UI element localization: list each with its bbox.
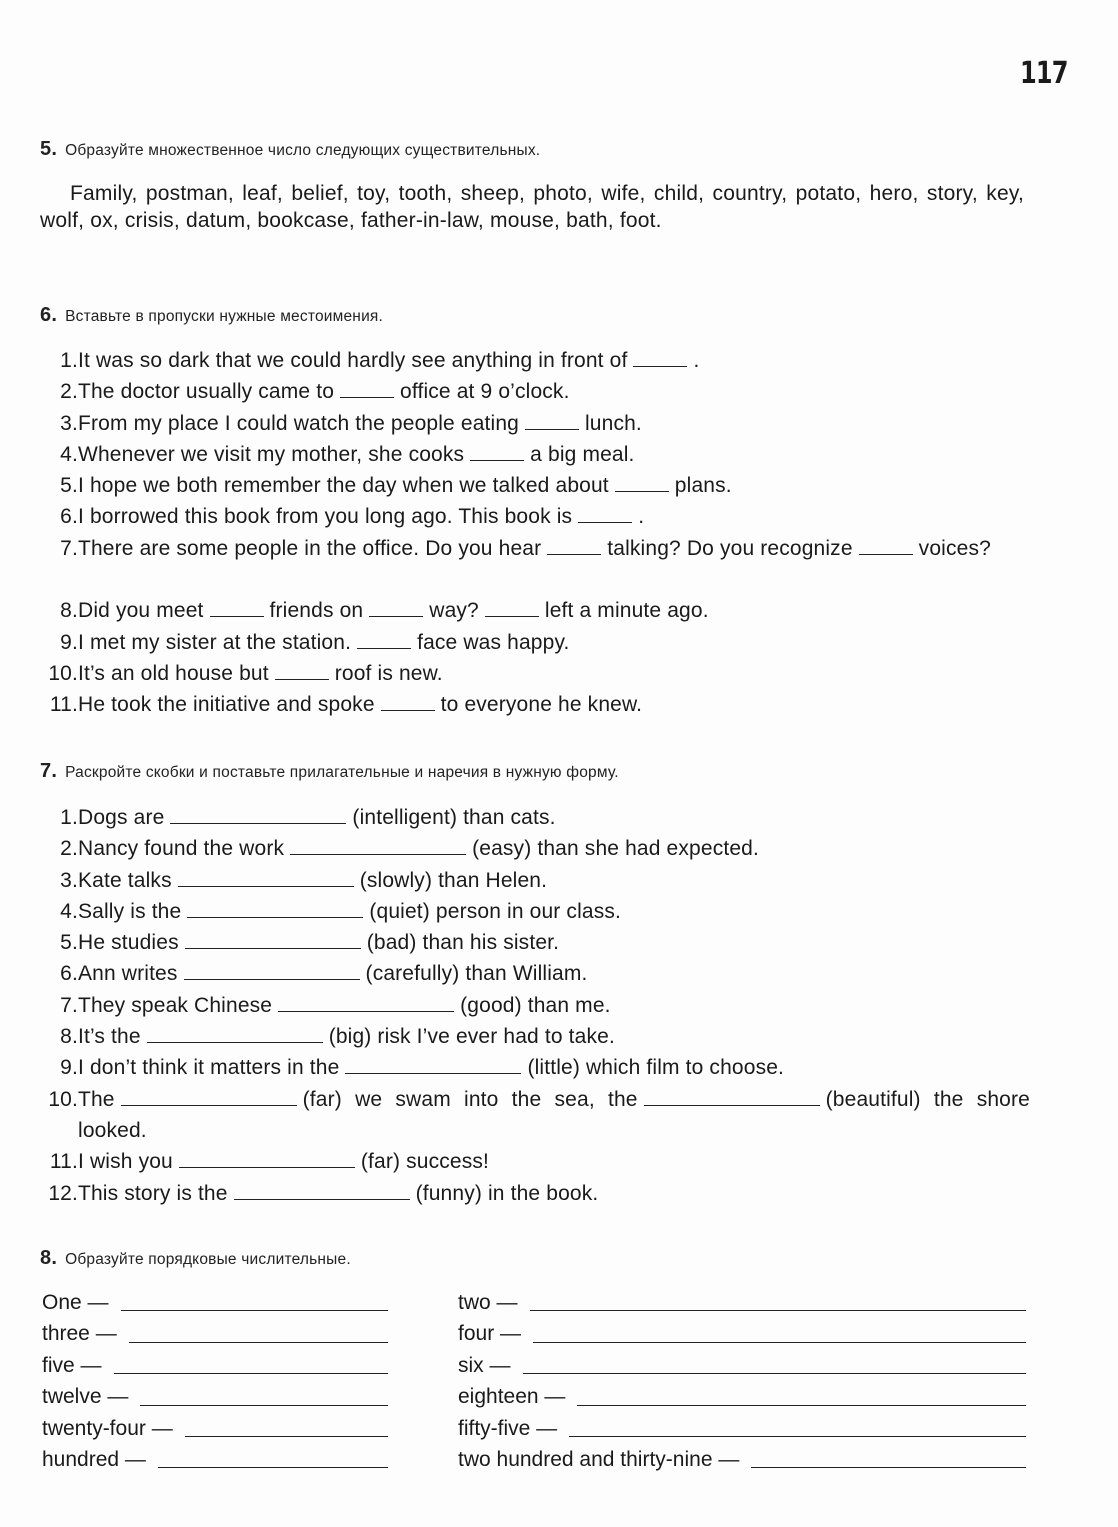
answer-blank[interactable] — [345, 1072, 521, 1074]
item-text — [78, 689, 1030, 720]
exercise-item — [40, 802, 1030, 833]
ordinal-label: One — — [42, 1291, 109, 1314]
ordinal-label: three — — [42, 1322, 117, 1346]
item-text-part: I wish you — [78, 1150, 173, 1174]
answer-blank[interactable] — [278, 1010, 454, 1012]
answer-blank[interactable] — [381, 709, 435, 711]
item-text-part: I hope we both remember the day when we talked about — [78, 474, 609, 498]
item-number: 3. — [60, 868, 78, 892]
item-number: 5. — [60, 931, 78, 955]
answer-blank[interactable] — [530, 1310, 1026, 1311]
ordinal-label: six — — [458, 1353, 511, 1377]
answer-blank[interactable] — [357, 647, 411, 649]
answer-blank[interactable] — [185, 1436, 388, 1437]
item-number: 6. — [60, 962, 78, 986]
item-text — [78, 501, 1030, 532]
ordinal-label: four — — [458, 1322, 522, 1346]
ordinal-row — [458, 1318, 1028, 1349]
item-text — [78, 958, 1030, 989]
ordinals-left-column — [42, 1287, 388, 1475]
item-number: 10. — [48, 661, 78, 685]
answer-blank[interactable] — [644, 1104, 820, 1106]
instruction-text: Образуйте множественное число следующих существительных. — [65, 142, 541, 159]
item-number: 8. — [60, 1025, 78, 1049]
item-text-part: He took the initiative and spoke — [78, 693, 375, 717]
item-text-part: (beautiful) the shore looked. — [78, 1087, 1030, 1142]
item-text-part: Sally is the — [78, 899, 182, 923]
answer-blank[interactable] — [533, 1342, 1026, 1343]
item-number: 8. — [60, 599, 78, 623]
item-text — [78, 533, 1030, 564]
answer-blank[interactable] — [525, 428, 579, 430]
item-text — [78, 345, 1030, 376]
item-number: 1. — [60, 806, 78, 829]
exercise-6-items — [40, 345, 1030, 721]
item-text-part: face was happy. — [417, 630, 570, 654]
item-text-part: It’s an old house but — [78, 661, 269, 685]
answer-blank[interactable] — [569, 1436, 1026, 1437]
item-text-part: Did you meet — [78, 599, 204, 623]
exercise-item — [40, 595, 1030, 626]
item-text-part: roof is new. — [334, 661, 443, 685]
item-number: 3. — [60, 411, 78, 435]
item-number: 6. — [60, 505, 78, 529]
item-number: 5. — [60, 474, 78, 498]
exercise-item — [40, 470, 1030, 501]
item-text-part: (carefully) than William. — [365, 962, 588, 986]
answer-blank[interactable] — [275, 678, 329, 680]
ordinals-right-column — [458, 1287, 1028, 1475]
item-number: 9. — [60, 630, 78, 654]
exercise-item — [40, 533, 1030, 596]
exercise-item — [40, 345, 1030, 376]
answer-blank[interactable] — [187, 916, 363, 918]
item-text-part: (little) which film to choose. — [527, 1056, 785, 1080]
exercise-item — [40, 927, 1030, 958]
exercise-number: 8. — [40, 1247, 58, 1269]
item-text-part: way? — [429, 599, 479, 623]
exercise-item — [40, 439, 1030, 470]
item-number: 4. — [60, 899, 78, 923]
item-text-part: They speak Chinese — [78, 993, 273, 1017]
answer-blank[interactable] — [179, 1166, 355, 1168]
item-text — [78, 658, 1030, 689]
exercise-item — [40, 1084, 1030, 1147]
instruction-text: Раскройте скобки и поставьте прилагательные и наречия в нужную форму. — [65, 764, 619, 781]
item-text — [78, 896, 1030, 927]
ordinal-label: twenty-four — — [42, 1416, 173, 1440]
answer-blank[interactable] — [129, 1342, 388, 1343]
exercise-item — [40, 501, 1030, 532]
item-text-part: Nancy found the work — [78, 837, 285, 861]
item-number: 4. — [60, 442, 78, 466]
exercise-number: 7. — [40, 760, 58, 782]
exercise-7-items — [40, 802, 1030, 1209]
item-text — [78, 408, 1030, 439]
exercise-item — [40, 376, 1030, 407]
exercise-7-instruction — [40, 760, 619, 783]
item-text-part: This story is the — [78, 1181, 228, 1205]
exercise-item — [40, 896, 1030, 927]
exercise-5-word-list: Family, postman, leaf, belief, toy, tooth, sheep, photo, wife, child, country, potato, hero, story, key, wolf, ox, crisis, datum, bookcase, father-in-law, mouse, bath, foot. — [40, 182, 1024, 232]
answer-blank[interactable] — [340, 396, 394, 398]
item-text-part: He studies — [78, 931, 179, 955]
item-text-part: (far) success! — [360, 1150, 489, 1174]
ordinal-row — [42, 1350, 388, 1381]
exercise-item — [40, 1178, 1030, 1209]
exercise-item — [40, 658, 1030, 689]
item-text-part: (big) risk I’ve ever had to take. — [328, 1025, 615, 1049]
exercise-item — [40, 990, 1030, 1021]
instruction-text: Вставьте в пропуски нужные местоимения. — [65, 308, 384, 325]
item-text-part: . — [693, 349, 700, 372]
answer-blank[interactable] — [577, 1405, 1026, 1406]
item-text-part: a big meal. — [530, 442, 635, 466]
item-text-part: (funny) in the book. — [415, 1181, 599, 1205]
ordinal-row — [458, 1444, 1028, 1475]
item-text-part: to everyone he knew. — [440, 693, 643, 717]
answer-blank[interactable] — [369, 615, 423, 617]
item-text-part: Dogs are — [78, 806, 165, 829]
ordinal-label: two hundred and thirty-nine — — [458, 1447, 740, 1471]
item-text — [78, 927, 1030, 958]
item-number: 11. — [49, 1150, 78, 1174]
item-text — [78, 376, 1030, 407]
item-number: 7. — [60, 536, 78, 560]
ordinal-label: eighteen — — [458, 1385, 566, 1409]
answer-blank[interactable] — [147, 1041, 323, 1043]
item-text-part: It’s the — [78, 1025, 141, 1049]
item-text-part: (easy) than she had expected. — [472, 837, 759, 861]
ordinal-row — [42, 1381, 388, 1412]
item-text-part: I met my sister at the station. — [78, 630, 352, 654]
answer-blank[interactable] — [114, 1373, 388, 1374]
ordinal-label: hundred — — [42, 1447, 146, 1471]
item-text-part: Ann writes — [78, 962, 178, 986]
item-text-part: (bad) than his sister. — [366, 931, 560, 955]
answer-blank[interactable] — [234, 1198, 410, 1200]
answer-blank[interactable] — [633, 365, 687, 367]
item-text-part: (slowly) than Helen. — [359, 868, 548, 892]
answer-blank[interactable] — [485, 615, 539, 617]
exercise-item — [40, 1146, 1030, 1177]
ordinal-row — [458, 1287, 1028, 1318]
answer-blank[interactable] — [210, 615, 264, 617]
item-text — [78, 1178, 1030, 1209]
item-number: 9. — [60, 1056, 78, 1080]
ordinal-row — [42, 1413, 388, 1444]
answer-blank[interactable] — [140, 1405, 388, 1406]
exercise-item — [40, 865, 1030, 896]
ordinal-row — [458, 1350, 1028, 1381]
ordinal-label: fifty-five — — [458, 1416, 558, 1440]
item-number: 2. — [60, 380, 78, 404]
answer-blank[interactable] — [547, 553, 601, 555]
answer-blank[interactable] — [470, 459, 524, 461]
exercise-6-instruction — [40, 304, 383, 327]
ordinal-label: twelve — — [42, 1385, 129, 1409]
answer-blank[interactable] — [523, 1373, 1026, 1374]
exercise-item — [40, 689, 1030, 720]
item-text — [78, 470, 1030, 501]
answer-blank[interactable] — [158, 1467, 388, 1468]
exercise-item — [40, 627, 1030, 658]
answer-blank[interactable] — [121, 1104, 297, 1106]
item-text-part: talking? Do you recognize — [607, 536, 853, 560]
item-text-part: The — [78, 1087, 115, 1111]
ordinal-label: two — — [458, 1291, 518, 1314]
item-text — [78, 865, 1030, 896]
item-text — [78, 1052, 1030, 1083]
item-text — [78, 802, 1030, 833]
answer-blank[interactable] — [184, 978, 360, 980]
answer-blank[interactable] — [859, 553, 913, 555]
item-text — [78, 990, 1030, 1021]
answer-blank[interactable] — [578, 521, 632, 523]
exercise-item — [40, 408, 1030, 439]
item-text-part: I borrowed this book from you long ago. This book is — [78, 505, 573, 529]
answer-blank[interactable] — [185, 947, 361, 949]
item-number: 2. — [60, 837, 78, 861]
answer-blank[interactable] — [170, 822, 346, 824]
exercise-8-instruction — [40, 1247, 351, 1270]
ordinal-row — [42, 1287, 388, 1318]
item-text — [78, 627, 1030, 658]
answer-blank[interactable] — [178, 885, 354, 887]
item-text-part: It was so dark that we could hardly see anything in front of — [78, 349, 628, 372]
exercise-item — [40, 958, 1030, 989]
item-text-part: Kate talks — [78, 868, 172, 892]
item-number: 10. — [48, 1087, 78, 1111]
item-text-part: (far) we swam into the sea, the — [302, 1087, 638, 1111]
ordinal-label: five — — [42, 1353, 102, 1377]
item-text-part: I don’t think it matters in the — [78, 1056, 340, 1080]
instruction-text: Образуйте порядковые числительные. — [65, 1251, 351, 1268]
exercise-item — [40, 833, 1030, 864]
item-text-part: From my place I could watch the people eating — [78, 411, 519, 435]
item-number: 12. — [48, 1181, 78, 1205]
exercise-5-instruction — [40, 138, 540, 161]
item-text — [78, 439, 1030, 470]
item-text — [78, 1146, 1030, 1177]
item-text-part: voices? — [918, 536, 991, 560]
item-text-part: left a minute ago. — [544, 599, 709, 623]
answer-blank[interactable] — [615, 490, 669, 492]
answer-blank[interactable] — [290, 853, 466, 855]
exercise-number: 5. — [40, 138, 58, 160]
item-text-part: The doctor usually came to — [78, 380, 335, 404]
item-text-part: plans. — [674, 474, 732, 498]
ordinal-row — [42, 1318, 388, 1349]
ordinal-row — [42, 1444, 388, 1475]
item-text — [78, 1084, 1030, 1147]
item-text-part: There are some people in the office. Do you hear — [78, 536, 542, 560]
item-text-part: friends on — [269, 599, 364, 623]
exercise-item — [40, 1052, 1030, 1083]
page-number: 117 — [1020, 56, 1068, 91]
item-text-part: . — [638, 505, 645, 529]
item-number: 1. — [60, 349, 78, 372]
exercise-number: 6. — [40, 304, 58, 326]
answer-blank[interactable] — [121, 1310, 388, 1311]
item-text-part: (quiet) person in our class. — [369, 899, 622, 923]
item-text — [78, 1021, 1030, 1052]
ordinal-row — [458, 1381, 1028, 1412]
exercise-item — [40, 1021, 1030, 1052]
item-text-part: office at 9 o’clock. — [400, 380, 570, 404]
item-text — [78, 833, 1030, 864]
item-text-part: Whenever we visit my mother, she cooks — [78, 442, 465, 466]
item-text-part: lunch. — [584, 411, 642, 435]
item-number: 11. — [49, 693, 78, 717]
item-text-part: (good) than me. — [460, 993, 611, 1017]
item-number: 7. — [60, 993, 78, 1017]
item-text — [78, 595, 1030, 626]
item-text-part: (intelligent) than cats. — [352, 806, 556, 829]
ordinal-row — [458, 1413, 1028, 1444]
answer-blank[interactable] — [751, 1467, 1026, 1468]
